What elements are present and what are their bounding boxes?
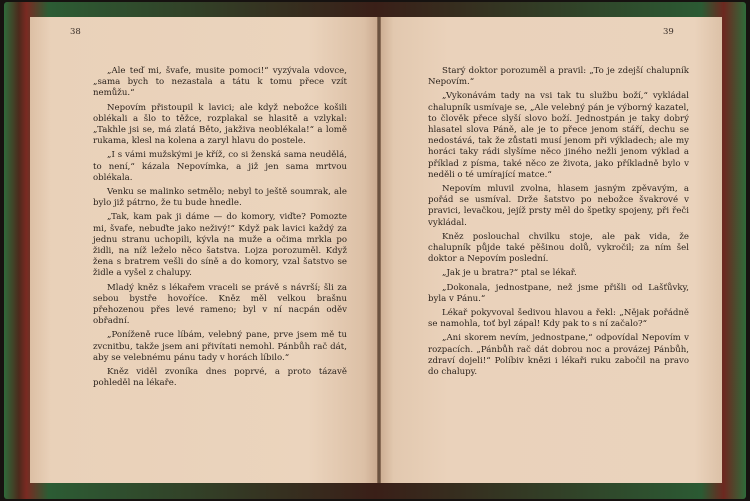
paragraph: „Ale teď mi, švafe, musite pomoci!“ vyzývala vdovce, „sama bych to nezastala a tátu k tomu přece vzít nemůžu.“ [93,66,347,99]
paragraph: Kněz poslouchal chvilku stoje, ale pak vida, že chalupník půjde také pěšinou dolů, vykročil; za ním šel doktor a Nepovím poslední. [428,231,689,265]
paragraph: Venku se malinko setmělo; nebyl to ještě soumrak, ale bylo již pátrno, že tu bude hnedle. [93,187,347,209]
left-page-text [93,66,347,392]
paragraph: Kněz viděl zvoníka dnes poprvé, a proto tázavě pohleděl na lékaře. [93,367,347,389]
paragraph: Nepovím přistoupil k lavici; ale když nebožce košili oblékali a šlo to těžce, rozplakal se hlasitě a vzlykal: „Takhle jsi se, má zlatá Běto, jakživa neoblékala!“ a lomě rukama, klesl na kolena a zaryl hlavu do postele. [93,102,347,147]
paragraph: Mladý kněz s lékařem vraceli se právě s návrší; šli za sebou bystře hovoříce. Kněz měl velkou brašnu přehozenou přes levé rameno; byl v ní nacpán oděv obřadní. [93,282,347,327]
paragraph: „Vykonávám tady na vsi tak tu službu boží,“ vykládal chalupník usmívaje se, „Ale velebný pán je výborný kazatel, to člověk přece slyší slovo boží. Jednostpán je taky dobrý hlasatel slova Páně, ale je to přece jenom stáří, dechu se nedostává, tak že zůstati musí jenom při výkladech; ale my horáci taky rádi slyšíme něco jiného nežli jenom výklad a příklad z písma, také něco ze života, jako příkladně bylo v neděli o té umírající matce.“ [428,91,689,180]
book-gutter [377,17,381,483]
paragraph: „I s vámi mužskými je kříž, co si ženská sama neudělá, to není,“ kázala Nepovímka, a již jen sama mrtvou oblékala. [93,150,347,183]
paragraph: „Jak je u bratra?“ ptal se lékař. [442,268,577,279]
paragraph: „Ani skorem nevím, jednostpane,“ odpovídal Nepovím v rozpacích. „Pánbůh rač dát dobrou noc a provázej Pánbůh, zdraví dojeli!“ Políbiv knězi i lékaři ruku zabočil na pravo do chalupy. [428,333,689,378]
right-page-number: 39 [663,27,674,37]
left-page-number: 38 [70,27,81,37]
paragraph: „Poníženě ruce líbám, velebný pane, prve jsem mě tu zvcnitbu, takže jsem ani přivítati nemohl. Pánbůh rač dát, aby se velebnému pánu tady v horách líbilo.“ [93,330,347,363]
right-page-text [428,66,689,381]
paragraph: Starý doktor porozuměl a pravil: „To je zdejší chalupník Nepovím.“ [428,66,689,88]
paragraph: Lékař pokyvoval šedivou hlavou a řekl: „Nějak pořádně se namohla, toť byl zápal! Kdy pak to s ní začalo?“ [428,308,689,330]
paragraph: „Dokonala, jednostpane, než jsme přišli od Lašťůvky, byla v Pánu.“ [428,282,689,304]
paragraph: Nepovím mluvil zvolna, hlasem jasným zpěvavým, a pořád se usmíval. Drže šatstvo po nebožce švakrové v pravici, levačkou, jejíž prsty měl do špetky spojeny, při řeči vykládal. [428,184,689,228]
paragraph: „Tak, kam pak ji dáme — do komory, viďte? Pomozte mi, švafe, nebuďte jako neživý!“ Když pak lavici každý za jednu stranu uchopili, kývla na muže a očima mrkla po židli, na níž leželo něco šatstva. Lojza porozuměl. Když žena s bratrem vešli do síně a do komory, vzal šatstvo se židle a vyšel z chalupy. [93,212,347,279]
